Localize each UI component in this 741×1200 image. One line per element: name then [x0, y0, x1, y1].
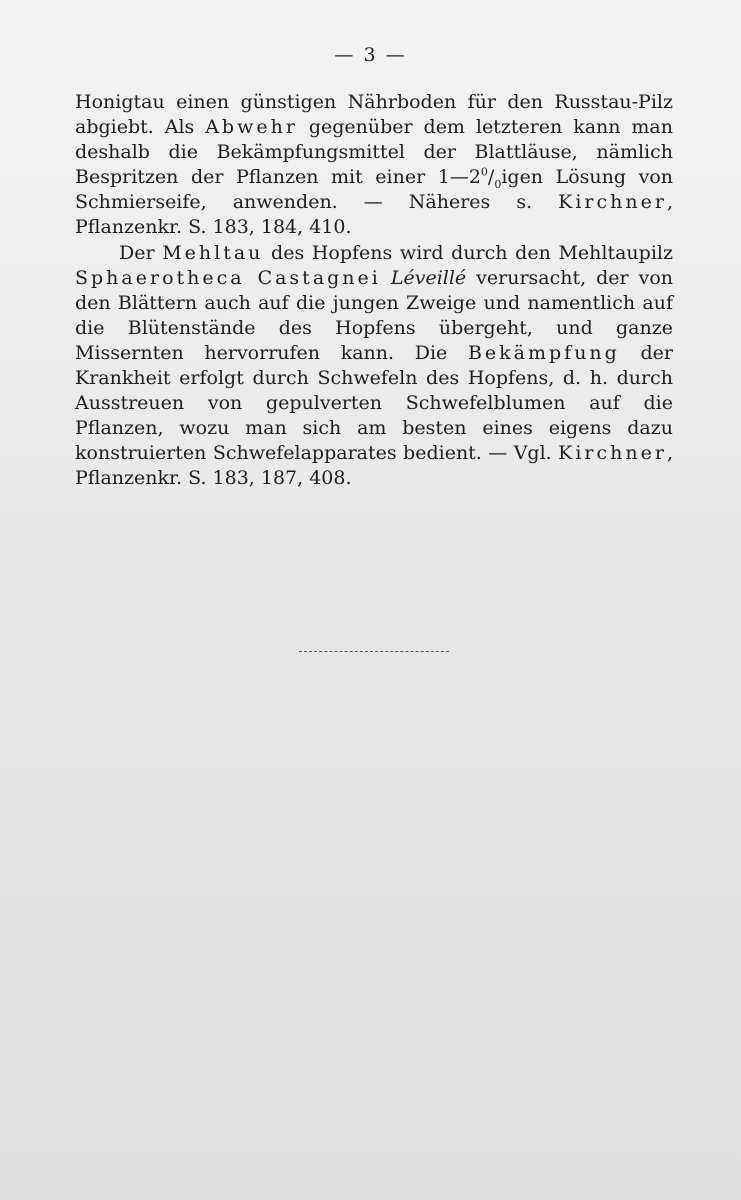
paragraph-russtau	[75, 90, 673, 241]
percent-sup: 0	[480, 165, 488, 179]
spaced-term-mehltau: Mehltau	[162, 241, 264, 264]
text-run: igen Lösung von Schmierseife, anwenden. — Näheres s.	[75, 166, 673, 214]
spaced-author-kirchner: Kirchner	[558, 442, 667, 465]
paragraph-mehltau	[75, 241, 673, 492]
text-run: der Krankheit erfolgt durch Schwefeln des Hopfens, d. h. durch Ausstreuen von gepulverten Schwefelblumen auf die Pflanzen, wozu man sich am besten eines eigens dazu konstruierten Schwefelapparates bedient. — Vgl.	[75, 341, 673, 465]
spaced-term-abwehr: Abwehr	[205, 116, 298, 139]
text-run: gegenüber dem letzteren kann man deshalb die Bekämpfungsmittel der Blattläuse, nämlich Bespritzen der Pflanzen mit einer 1—2	[75, 116, 673, 189]
text-run: , Pflanzenkr. S. 183, 184, 410.	[75, 191, 673, 239]
percent-sub: 0	[494, 178, 502, 192]
page-number: — 3 —	[334, 44, 407, 66]
spaced-species-name: Sphaerotheca Castagnei	[75, 266, 381, 289]
text-run: Der	[119, 241, 163, 264]
italic-author-leveille: Léveillé	[390, 266, 467, 289]
text-run: des Hopfens wird durch den Mehltaupilz	[263, 241, 673, 264]
body-text	[75, 90, 673, 492]
percent-slash: /	[487, 166, 495, 189]
spaced-author-kirchner: Kirchner	[558, 191, 667, 214]
section-divider-rule	[299, 651, 449, 652]
text-run: Honigtau einen günstigen Nährboden für den Russtau-Pilz abgiebt. Als	[75, 91, 673, 139]
text-run	[381, 267, 391, 289]
text-run: verursacht, der von den Blättern auch auf die jungen Zweige und namentlich auf die Blütenstände des Hopfens übergeht, und ganze Missernten hervorrufen kann. Die	[75, 266, 674, 364]
spaced-term-bekaempfung: Bekämpfung	[467, 341, 620, 364]
text-run: , Pflanzenkr. S. 183, 187, 408.	[75, 442, 673, 490]
